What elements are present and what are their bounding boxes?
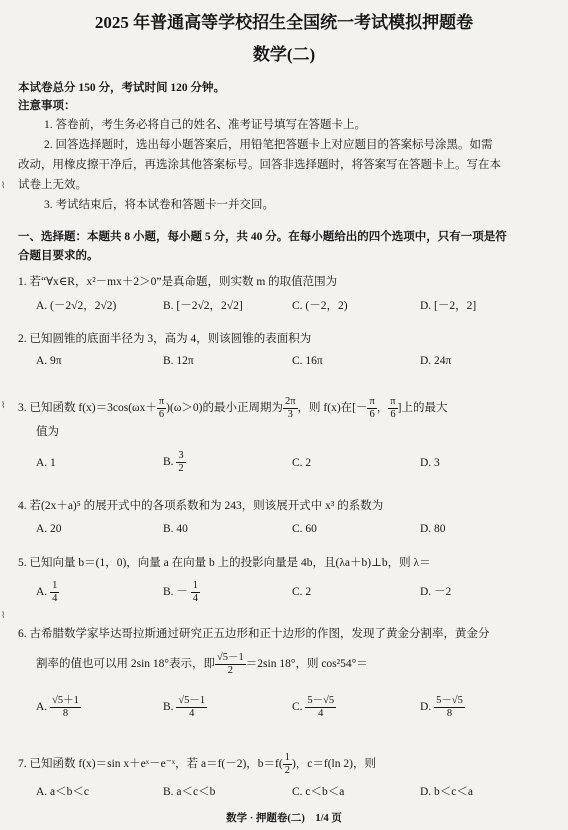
question-3-option-d: D. 3 [420,457,440,469]
fraction-denominator: 8 [62,707,69,719]
question-5-option-b [163,578,200,606]
question-6-text-2: ＝2sin 18°，则 cos²54°＝ [245,658,368,670]
option-fraction [434,695,465,720]
question-3-option-c: C. 2 [292,457,312,469]
note-item-1: 1. 答卷前，考生务必将自己的姓名、准考证号填写在答题卡上。 [44,119,366,131]
question-6-option-b [163,693,207,721]
question-2-option-c: C. 16π [292,355,323,367]
question-7-text-1: 7. 已知函数 f(x)＝sin x＋eˣ－e⁻ˣ，若 a＝f(－2)，b＝f( [18,758,283,770]
question-7-option-c: C. c＜b＜a [292,786,345,798]
fraction-denominator: 3 [287,408,293,420]
note-item-2-line-2: 改动，用橡皮擦干净后，再选涂其他答案标号。回答非选择题时，将答案写在答题卡上。写在本 [18,159,501,171]
question-6-option-a [36,693,81,721]
fraction-numerator: π [369,395,375,407]
question-5-stem: 5. 已知向量 b＝(1，0)，向量 a 在向量 b 上的投影向量是 4b，且(λa＋b)⊥b，则 λ＝ [18,557,431,569]
question-3-fraction-3 [367,396,376,421]
section-heading-line-2: 合题目要求的。 [18,250,99,262]
fraction-denominator: 4 [189,707,195,719]
question-7-fraction [283,752,292,777]
exam-subtitle: 数学(二) [252,45,316,64]
question-3-text-1: 3. 已知函数 f(x)＝3cos(ωx＋ [18,402,157,414]
question-7-option-a: A. a＜b＜c [36,786,90,798]
question-4-option-b: B. 40 [163,523,188,535]
option-fraction [305,695,336,720]
fraction-denominator: 2 [178,462,184,474]
question-5-option-a [36,578,59,606]
option-fraction [191,580,200,605]
question-1-option-c: C. (－2，2) [292,300,348,312]
question-4-option-c: C. 60 [292,523,317,535]
fraction-denominator: 6 [390,408,396,420]
question-6-text-1: 割率的值也可以用 2sin 18°表示，即 [36,658,216,670]
fraction-numerator: √5＋1 [52,694,79,706]
binding-margin-mark: ⌇ [1,180,6,190]
fraction-numerator: 1 [52,579,58,591]
question-3-fraction-4 [388,396,397,421]
question-6-fraction [215,652,246,677]
question-1-option-a: A. (－2√2，2√2) [36,300,117,312]
question-1-option-d: D. [－2，2] [420,300,477,312]
score-line: 本试卷总分 150 分，考试时间 120 分钟。 [18,82,225,94]
question-6-stem-line-2 [36,650,368,678]
question-6-stem-line-1: 6. 古希腊数学家毕达哥拉斯通过研究正五边形和正十边形的作图，发现了黄金分割率，黄金分 [18,628,490,640]
fraction-numerator: 3 [178,449,184,461]
note-item-2-line-1: 2. 回答选择题时，选出每小题答案后，用铅笔把答题卡上对应题目的答案标号涂黑。如需 [44,139,493,151]
option-label: D. [420,701,432,713]
option-label: C. [292,701,303,713]
question-3-fraction-2 [283,396,298,421]
fraction-numerator: 5－√5 [307,694,335,706]
fraction-denominator: 2 [284,764,290,776]
question-7-stem [18,750,376,778]
question-3-fraction-1 [157,396,166,421]
fraction-denominator: 8 [446,707,453,719]
exam-title: 2025 年普通高等学校招生全国统一考试模拟押题卷 [94,13,474,32]
fraction-denominator: 4 [52,592,58,604]
fraction-numerator: 1 [192,579,199,591]
notes-heading: 注意事项： [18,100,76,112]
question-5-option-c: C. 2 [292,586,312,598]
question-1-option-b: B. [－2√2，2√2] [163,300,243,312]
question-3-option-b [163,448,186,476]
page-footer: 数学 · 押题卷(二) 1/4 页 [226,813,342,824]
option-fraction [50,580,59,605]
fraction-numerator: √5－1 [178,694,206,706]
option-label: B. [163,701,174,713]
fraction-denominator: 2 [227,664,234,676]
question-2-option-a: A. 9π [36,355,62,367]
question-5-option-d: D. －2 [420,586,452,598]
question-7-option-b: B. a＜c＜b [163,786,216,798]
question-4-option-a: A. 20 [36,523,62,535]
question-3-text-3: ，则 f(x)在[－ [297,402,368,414]
option-fraction [50,695,81,720]
fraction-numerator: π [158,395,165,407]
option-label: A. [36,701,48,713]
fraction-denominator: 4 [318,707,324,719]
question-3-stem [18,394,447,422]
question-4-option-d: D. 80 [420,523,446,535]
fraction-denominator: 6 [158,408,165,420]
question-3-text-4: ， [376,402,389,414]
question-4-stem: 4. 若(2x＋a)⁵ 的展开式中的各项系数和为 243，则该展开式中 x³ 的系数为 [18,500,384,512]
question-3-text-5: ]上的最大 [397,402,448,414]
question-6-option-c [292,693,336,721]
question-2-stem: 2. 已知圆锥的底面半径为 3，高为 4，则该圆锥的表面积为 [18,333,312,345]
section-heading-line-1: 一、选择题：本题共 8 小题，每小题 5 分，共 40 分。在每小题给出的四个选项中，只有一项是符 [18,231,507,243]
fraction-numerator: 5－√5 [436,694,463,706]
fraction-numerator: 1 [284,751,290,763]
question-6-option-d [420,693,465,721]
fraction-numerator: π [390,395,396,407]
question-2-option-d: D. 24π [420,355,452,367]
note-item-2-line-3: 试卷上无效。 [18,179,87,191]
fraction-numerator: √5－1 [217,651,244,663]
binding-margin-mark: ⌇ [1,610,6,620]
fraction-numerator: 2π [284,395,296,407]
question-3-option-a: A. 1 [36,457,56,469]
question-7-text-2: )，c＝f(ln 2)，则 [291,758,376,770]
question-1-stem: 1. 若“∀x∈R，x²－mx＋2＞0”是真命题，则实数 m 的取值范围为 [18,276,338,288]
note-item-3: 3. 考试结束后，将本试卷和答题卡一并交回。 [44,199,274,211]
option-fraction [176,450,185,475]
option-label: B. [163,456,174,468]
option-label: B. － [163,586,188,598]
question-3-text-2: )(ω＞0)的最小正周期为 [166,402,283,414]
question-7-option-d: D. b＜c＜a [420,786,474,798]
question-2-option-b: B. 12π [163,355,194,367]
option-label: A. [36,586,48,598]
binding-margin-mark: ⌇ [1,400,6,410]
fraction-denominator: 6 [369,408,375,420]
question-3-stem-line-2: 值为 [36,426,59,438]
fraction-denominator: 4 [192,592,199,604]
option-fraction [176,695,207,720]
